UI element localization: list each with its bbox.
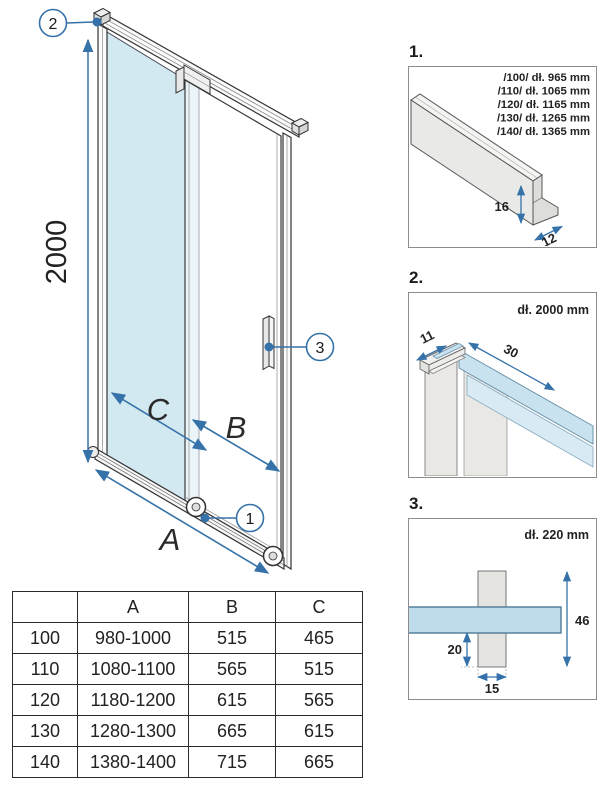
length-option: /100/ dł. 965 mm (503, 72, 590, 84)
callout-3-number: 3 (315, 340, 325, 357)
bottom-rail-left-foot (88, 447, 99, 458)
cell-b: 515 (189, 623, 276, 654)
length-option: /120/ dł. 1165 mm (497, 99, 590, 111)
cell-c: 665 (276, 747, 363, 778)
header-cell-empty (13, 592, 78, 623)
detail-2-length: dł. 2000 mm (517, 303, 589, 317)
detail-1-number: 1. (409, 42, 424, 61)
length-option: /110/ dł. 1065 mm (497, 85, 590, 98)
size-table (12, 591, 363, 778)
detail-2-drawing (409, 293, 595, 476)
detail-2-box (408, 292, 597, 478)
detail-3-drawing (409, 519, 595, 698)
callout-1-number: 1 (245, 511, 255, 528)
table-row (13, 654, 363, 685)
size-table-header-row (13, 592, 363, 623)
length-option: /140/ dł. 1365 mm (497, 126, 590, 138)
cell-size: 120 (13, 685, 78, 716)
header-cell-a: A (78, 592, 189, 623)
cell-b: 615 (189, 685, 276, 716)
detail-3-number: 3. (409, 494, 424, 513)
detail-3-length: dł. 220 mm (524, 528, 589, 542)
dimension-b-label: B (225, 410, 247, 445)
detail-1-box (408, 66, 597, 248)
callout-2-number: 2 (48, 16, 58, 33)
callout-1-dot (201, 514, 210, 523)
cell-c: 515 (276, 654, 363, 685)
header-cell-b: B (189, 592, 276, 623)
bottom-roller-right (264, 547, 283, 566)
length-option: /130/ dł. 1265 mm (497, 112, 590, 125)
bottom-roller-left (187, 498, 206, 517)
cell-b: 565 (189, 654, 276, 685)
dim-11-label: 11 (417, 327, 437, 347)
cell-size: 140 (13, 747, 78, 778)
dimension-a-label: A (159, 522, 181, 557)
callout-2-dot (93, 18, 102, 27)
detail-3-box (408, 518, 597, 700)
cell-size: 130 (13, 716, 78, 747)
cell-a: 980-1000 (78, 623, 189, 654)
table-row (13, 623, 363, 654)
glass-bar (409, 607, 561, 633)
cell-c: 465 (276, 623, 363, 654)
cell-a: 1380-1400 (78, 747, 189, 778)
detail-1-drawing (409, 67, 595, 246)
dim-16-label: 16 (494, 199, 509, 214)
cell-a: 1180-1200 (78, 685, 189, 716)
table-row (13, 747, 363, 778)
detail-2-number: 2. (409, 268, 424, 287)
table-row (13, 685, 363, 716)
dim-20-label: 20 (447, 642, 462, 657)
profile-end-section (533, 175, 558, 225)
dim-30-label: 30 (501, 341, 522, 362)
callout-3-dot (265, 343, 274, 352)
cell-b: 715 (189, 747, 276, 778)
cell-size: 110 (13, 654, 78, 685)
cell-c: 615 (276, 716, 363, 747)
cell-a: 1080-1100 (78, 654, 189, 685)
cell-size: 100 (13, 623, 78, 654)
cell-b: 665 (189, 716, 276, 747)
dim-46-label: 46 (575, 613, 590, 628)
dimension-c-label: C (146, 392, 170, 427)
cell-a: 1280-1300 (78, 716, 189, 747)
cell-c: 565 (276, 685, 363, 716)
table-row (13, 716, 363, 747)
header-cell-c: C (276, 592, 363, 623)
callout-2 (40, 10, 102, 37)
height-dimension-label: 2000 (41, 219, 73, 285)
dim-15-label: 15 (484, 681, 500, 696)
dim-12-label: 12 (539, 230, 559, 246)
